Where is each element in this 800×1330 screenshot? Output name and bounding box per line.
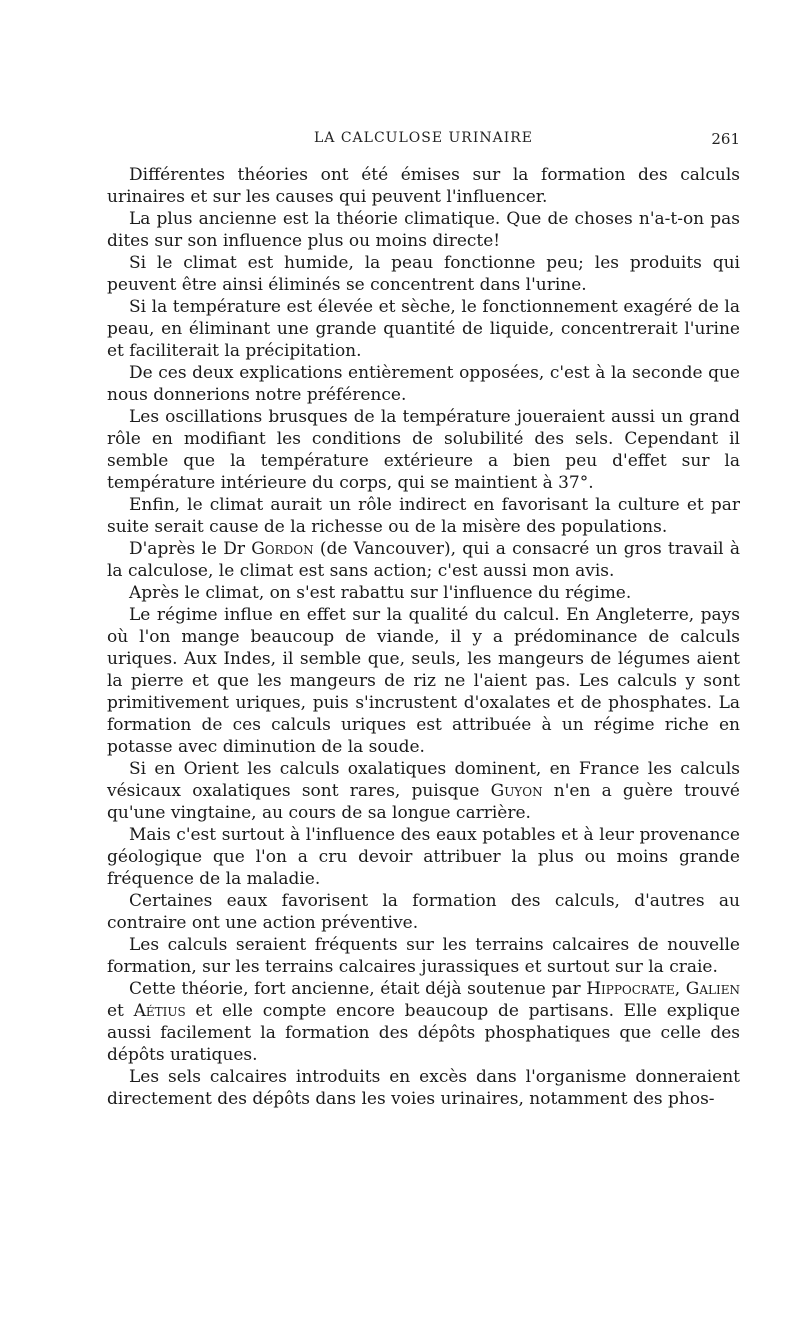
paragraph	[107, 604, 740, 758]
author-name: Hippocrate	[586, 979, 675, 999]
text-run: Les oscillations brusques de la température joueraient aussi un grand rôle en modifiant les conditions de solubilité des sels. Cependant il semble que la température extérieure a bien peu d'effet sur la température intérieure du corps, qui se maintient à 37°.	[107, 407, 740, 493]
text-run: Le régime influe en effet sur la qualité du calcul. En Angleterre, pays où l'on mange beaucoup de viande, il y a prédominance de calculs uriques. Aux Indes, il semble que, seuls, les mangeurs de légumes aient la pierre et que les mangeurs de riz ne l'aient pas. Les calculs y sont primitivement uriques, puis s'incrustent d'oxalates et de phosphates. La formation de ces calculs uriques est attribuée à un régime riche en potasse avec diminution de la soude.	[107, 605, 740, 757]
text-run: et	[107, 1001, 134, 1021]
text-run: (de Vancouver), qui a consacré un gros travail à la calculose, le climat est sans action; c'est aussi mon avis.	[107, 539, 740, 581]
text-run: Cette théorie, fort ancienne, était déjà soutenue par	[129, 979, 587, 999]
paragraph	[107, 758, 740, 824]
text-run: Les sels calcaires introduits en excès dans l'organisme donneraient directement des dépôts dans les voies urinaires, notamment des phos-	[107, 1067, 740, 1109]
paragraph	[107, 1066, 740, 1110]
author-name: Aétius	[133, 1001, 186, 1021]
text-run: Après le climat, on s'est rabattu sur l'influence du régime.	[129, 583, 632, 603]
paragraph	[107, 296, 740, 362]
paragraph	[107, 494, 740, 538]
text-run: Mais c'est surtout à l'influence des eaux potables et à leur provenance géologique que l'on a cru devoir attribuer la plus ou moins grande fréquence de la maladie.	[107, 825, 740, 889]
book-page	[107, 130, 740, 1110]
paragraph	[107, 252, 740, 296]
paragraph	[107, 978, 740, 1066]
paragraph	[107, 582, 740, 604]
text-run: Différentes théories ont été émises sur la formation des calculs urinaires et sur les causes qui peuvent l'influencer.	[107, 165, 740, 207]
author-name: Galien	[685, 979, 740, 999]
text-run: ,	[674, 979, 686, 999]
text-run: Certaines eaux favorisent la formation des calculs, d'autres au contraire ont une action préventive.	[107, 891, 740, 933]
text-run: La plus ancienne est la théorie climatique. Que de choses n'a-t-on pas dites sur son influence plus ou moins directe!	[107, 209, 740, 251]
paragraph	[107, 824, 740, 890]
paragraph	[107, 934, 740, 978]
paragraph	[107, 208, 740, 252]
body-text	[107, 164, 740, 1110]
text-run: Si le climat est humide, la peau fonctionne peu; les produits qui peuvent être ainsi éliminés se concentrent dans l'urine.	[107, 253, 740, 295]
paragraph	[107, 538, 740, 582]
running-head	[107, 130, 740, 154]
paragraph	[107, 890, 740, 934]
page-number: 261	[711, 130, 740, 148]
text-run: et elle compte encore beaucoup de partisans. Elle explique aussi facilement la formation des dépôts phosphatiques que celle des dépôts uratiques.	[107, 1001, 741, 1065]
text-run: Si la température est élevée et sèche, le fonctionnement exagéré de la peau, en éliminant une grande quantité de liquide, concentrerait l'urine et faciliterait la précipitation.	[107, 297, 740, 361]
text-run: Les calculs seraient fréquents sur les terrains calcaires de nouvelle formation, sur les terrains calcaires jurassiques et surtout sur la craie.	[107, 935, 740, 977]
author-name: Gordon	[251, 539, 314, 559]
text-run: De ces deux explications entièrement opposées, c'est à la seconde que nous donnerions notre préférence.	[107, 363, 740, 405]
author-name: Guyon	[490, 781, 543, 801]
text-run: Enfin, le climat aurait un rôle indirect en favorisant la culture et par suite serait cause de la richesse ou de la misère des populations.	[107, 495, 740, 537]
paragraph	[107, 406, 740, 494]
paragraph	[107, 362, 740, 406]
text-run: n'en a guère trouvé qu'une vingtaine, au cours de sa longue carrière.	[107, 781, 740, 823]
text-run: D'après le Dr	[129, 539, 252, 559]
text-run: Si en Orient les calculs oxalatiques dominent, en France les calculs vésicaux oxalatiques sont rares, puisque	[107, 759, 740, 801]
paragraph	[107, 164, 740, 208]
running-title: LA CALCULOSE URINAIRE	[313, 130, 534, 146]
